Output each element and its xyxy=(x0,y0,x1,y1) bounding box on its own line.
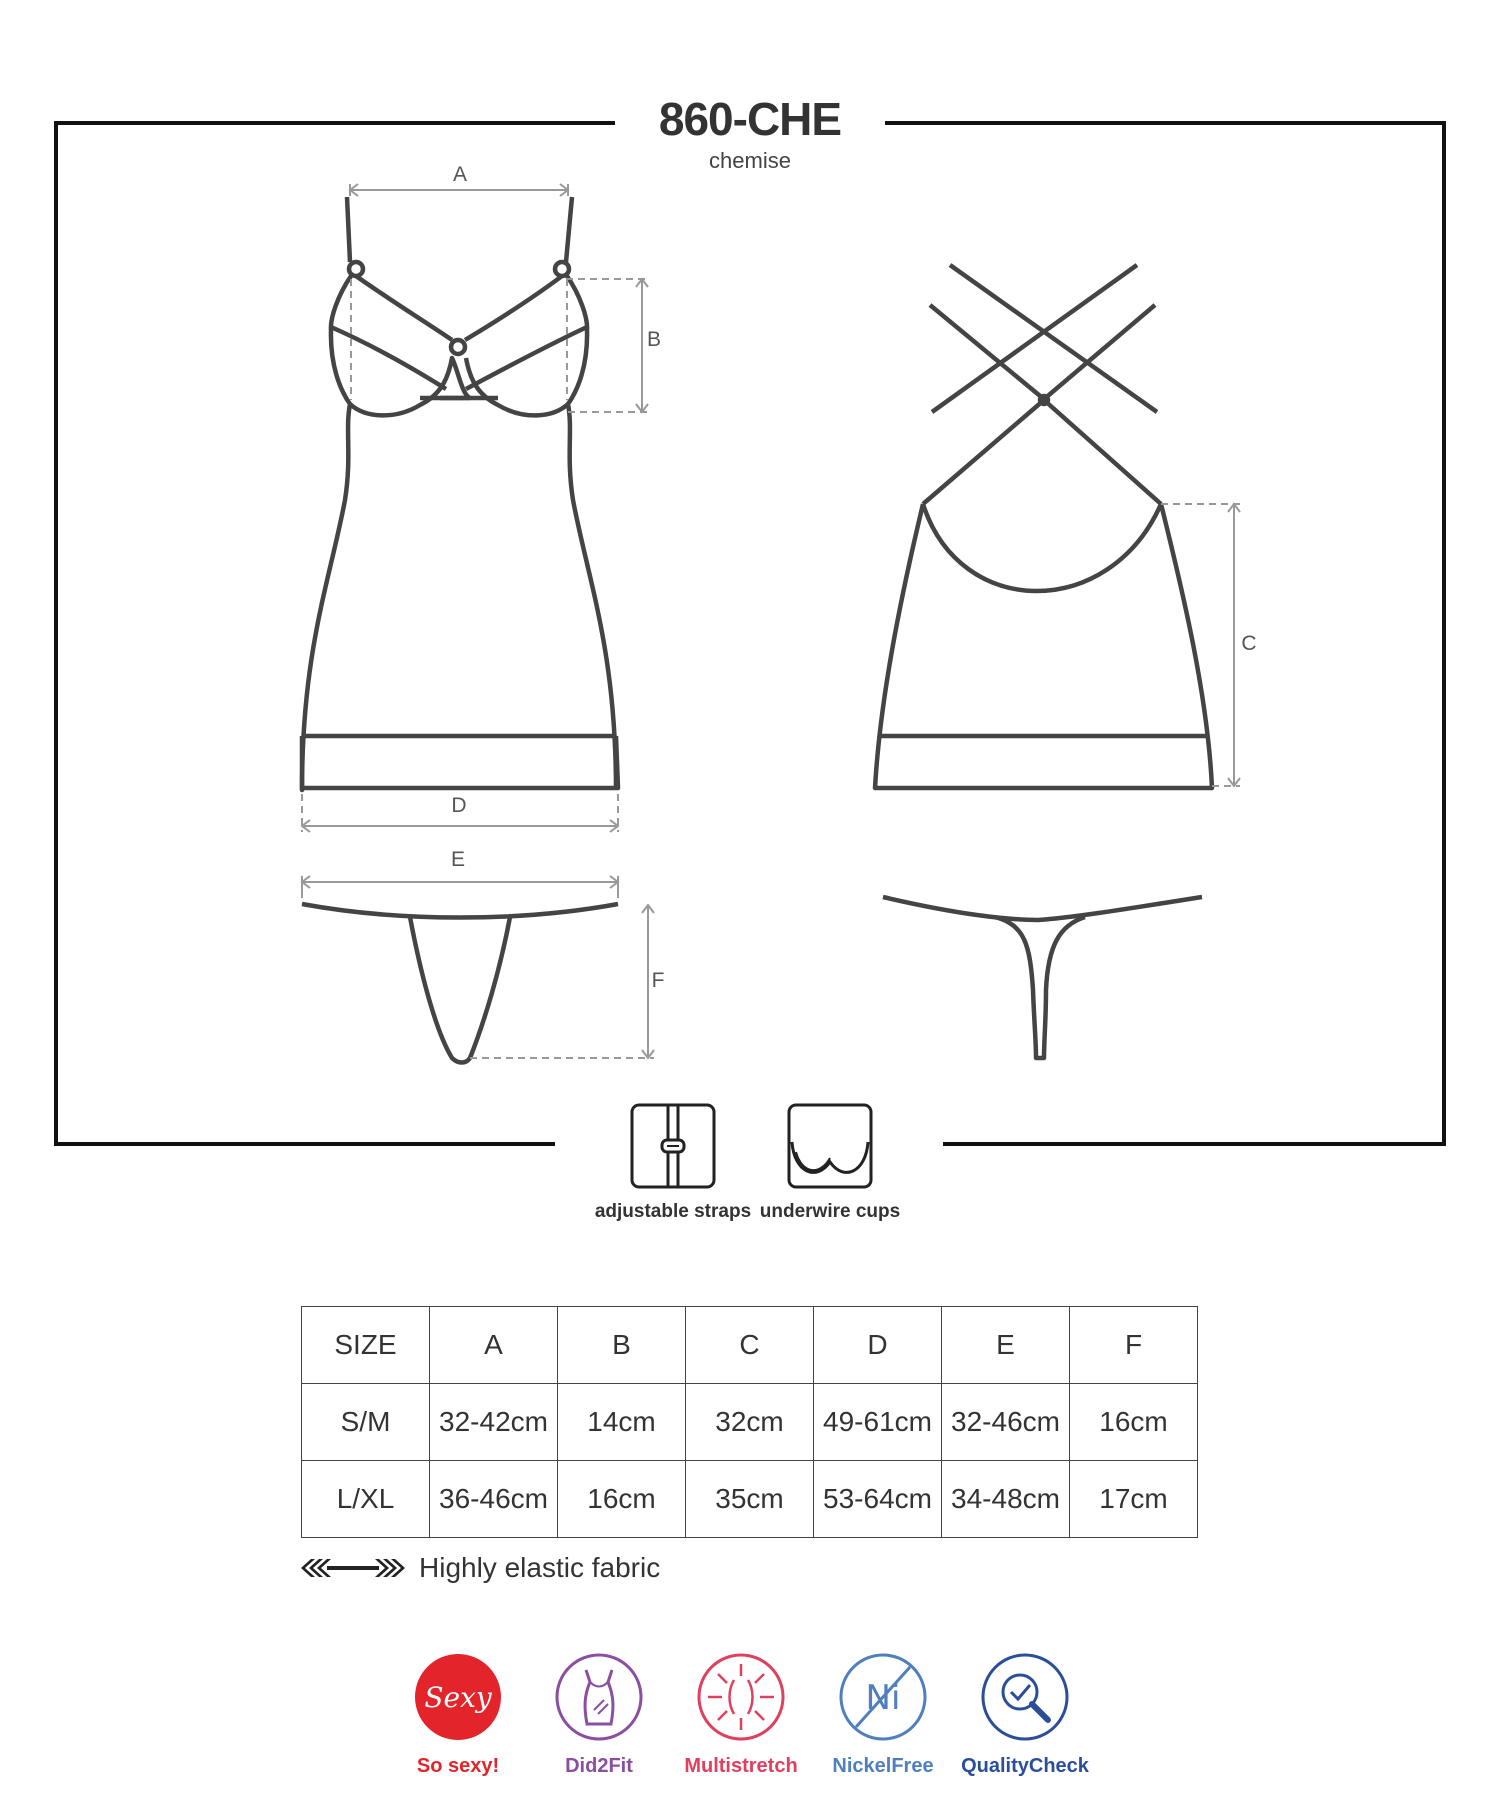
dimension-label-c: C xyxy=(1241,632,1257,655)
size-table-cell: 49-61cm xyxy=(814,1384,942,1461)
badge-qualitycheck xyxy=(950,1652,1100,1778)
size-table xyxy=(301,1306,1198,1538)
nickelfree-icon xyxy=(838,1652,928,1742)
back-chemise-drawing xyxy=(875,265,1212,788)
size-table-cell: 16cm xyxy=(558,1461,686,1538)
badge-multistretch xyxy=(666,1652,816,1778)
size-table-cell: S/M xyxy=(302,1384,430,1461)
front-chemise-drawing xyxy=(302,197,618,790)
size-table-cell: 32cm xyxy=(686,1384,814,1461)
size-table-header-cell: D xyxy=(814,1307,942,1384)
underwire-cups-icon xyxy=(786,1102,874,1195)
front-thong-drawing xyxy=(302,904,618,1063)
dimension-lines xyxy=(302,184,1240,1058)
size-table-header-row xyxy=(302,1307,1198,1384)
sexy-icon-text: Sexy xyxy=(424,1681,492,1714)
back-thong-drawing xyxy=(883,897,1202,1058)
size-table-header-cell: B xyxy=(558,1307,686,1384)
badge-label-so-sexy: So sexy! xyxy=(416,1755,500,1777)
dimension-label-b: B xyxy=(646,328,661,351)
size-table-cell: 32-46cm xyxy=(942,1384,1070,1461)
did2fit-icon xyxy=(554,1652,644,1742)
size-table-cell: 14cm xyxy=(558,1384,686,1461)
double-arrow-icon xyxy=(301,1557,405,1579)
size-table-cell: 34-48cm xyxy=(942,1461,1070,1538)
model-subtitle: chemise xyxy=(709,148,791,173)
qualitycheck-icon xyxy=(980,1652,1070,1742)
badge-label-qualitycheck: QualityCheck xyxy=(961,1755,1089,1777)
size-table-cell: 35cm xyxy=(686,1461,814,1538)
size-table-cell: 53-64cm xyxy=(814,1461,942,1538)
size-table-cell: 36-46cm xyxy=(430,1461,558,1538)
multistretch-icon xyxy=(696,1652,786,1742)
adjustable-straps-icon xyxy=(629,1102,717,1195)
size-table-header-cell: E xyxy=(942,1307,1070,1384)
size-table-cell: 16cm xyxy=(1070,1384,1198,1461)
badge-did2fit xyxy=(524,1652,674,1778)
badge-label-multistretch: Multistretch xyxy=(684,1755,798,1777)
badge-label-nickelfree: NickelFree xyxy=(832,1755,934,1777)
size-table-row xyxy=(302,1384,1198,1461)
size-table-cell: 17cm xyxy=(1070,1461,1198,1538)
badge-so-sexy xyxy=(383,1652,533,1778)
dimension-label-d: D xyxy=(451,794,467,817)
size-table-row xyxy=(302,1461,1198,1538)
feature-label-underwire-cups: underwire cups xyxy=(759,1201,901,1222)
dimension-label-f: F xyxy=(651,969,665,992)
size-table-header-cell: C xyxy=(686,1307,814,1384)
size-table-header-cell: SIZE xyxy=(302,1307,430,1384)
elastic-fabric-note xyxy=(301,1552,660,1584)
nickelfree-icon-text: Ni xyxy=(865,1678,901,1718)
model-title: 860-CHE xyxy=(658,93,842,145)
sexy-icon xyxy=(413,1652,503,1742)
size-table-cell: 32-42cm xyxy=(430,1384,558,1461)
dimension-label-a: A xyxy=(452,163,467,186)
elastic-fabric-text: Highly elastic fabric xyxy=(419,1552,661,1583)
badge-nickelfree xyxy=(808,1652,958,1778)
size-table-header-cell: A xyxy=(430,1307,558,1384)
size-table-header-cell: F xyxy=(1070,1307,1198,1384)
feature-label-adjustable-straps: adjustable straps xyxy=(594,1201,752,1222)
size-table-cell: L/XL xyxy=(302,1461,430,1538)
dimension-label-e: E xyxy=(450,848,465,871)
badge-label-did2fit: Did2Fit xyxy=(565,1755,633,1777)
